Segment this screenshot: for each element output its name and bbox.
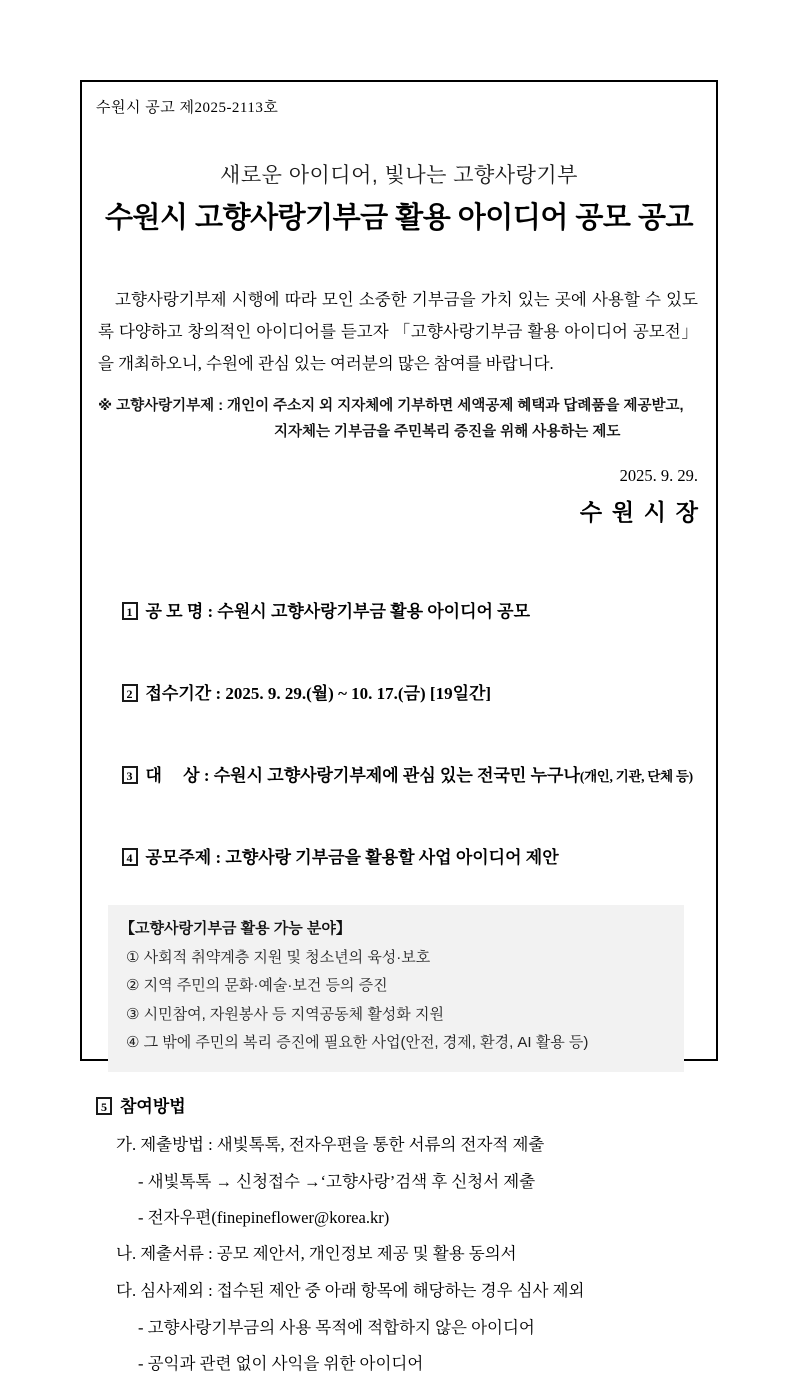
- mayor-signature: 수 원 시 장: [579, 500, 700, 526]
- field-item-welfare: ① 사회적 취약계층 지원 및 청소년의 육성·보호: [126, 948, 431, 966]
- entry-required-documents: 나. 제출서류 : 공모 제안서, 개인정보 제공 및 활용 동의서: [116, 1243, 517, 1263]
- boxed-number-2-icon: 2: [122, 684, 138, 702]
- item-application-period: [96, 659, 704, 724]
- intro-paragraph: 고향사랑기부제 시행에 따라 모인 소중한 기부금을 가치 있는 곳에 사용할 수 있도록 다양하고 창의적인 아이디어를 듣고자 「고향사랑기부금 활용 아이디어 공모전」을 개최하오니, 수원에 관심 있는 여러분의 많은 참여를 바랍니다.: [98, 290, 698, 374]
- boxed-number-1-icon: 1: [122, 602, 138, 620]
- field-item-other: ④ 그 밖에 주민의 복리 증진에 필요한 사업(안전, 경제, 환경, AI 활용 등): [126, 1034, 589, 1052]
- intro-note: [98, 393, 704, 447]
- entry-submission-method: 가. 제출방법 : 새빛톡톡, 전자우편을 통한 서류의 전자적 제출: [116, 1134, 545, 1154]
- item-contest-name: [96, 577, 704, 642]
- announcement-subtitle: 새로운 아이디어, 빛나는 고향사랑기부: [220, 164, 578, 187]
- field-item-community: ③ 시민참여, 자원봉사 등 지역공동체 활성화 지원: [126, 1005, 444, 1023]
- boxed-number-3-icon: 3: [122, 766, 138, 784]
- fields-box-heading: 【고향사랑기부금 활용 가능 분야】: [120, 920, 351, 938]
- item-eligibility-text: 대 상 : 수원시 고향사랑기부제에 관심 있는 전국민 누구나: [145, 766, 580, 786]
- doc-number: 수원시 공고 제2025-2113호: [96, 100, 279, 116]
- participation-entries: [94, 1131, 704, 1374]
- announcement-date: 2025. 9. 29.: [619, 466, 698, 486]
- item-contest-name-text: 공 모 명 : 수원시 고향사랑기부금 활용 아이디어 공모: [145, 602, 531, 622]
- boxed-number-5-icon: 5: [96, 1097, 112, 1115]
- item-contest-theme-text: 공모주제 : 고향사랑 기부금을 활용할 사업 아이디어 제안: [145, 848, 559, 868]
- item-list: [94, 577, 704, 888]
- announcement-page-frame: [80, 80, 718, 1373]
- entry-screening-exclusion: 다. 심사제외 : 접수된 제안 중 아래 항목에 해당하는 경우 심사 제외: [116, 1280, 585, 1300]
- fields-box: [108, 905, 684, 1072]
- intro-note-line2: 지자체는 기부금을 주민복리 증진을 위해 사용하는 제도: [274, 424, 621, 441]
- item-eligibility-suffix: (개인, 기관, 단체 등): [579, 769, 693, 785]
- entry-exclusion-unfit-purpose: - 고향사랑기부금의 사용 목적에 적합하지 않은 아이디어: [138, 1317, 535, 1337]
- item-eligibility: [96, 741, 704, 806]
- boxed-number-4-icon: 4: [122, 848, 138, 866]
- item-contest-theme: [96, 823, 704, 888]
- intro-note-line1: ※ 고향사랑기부제 : 개인이 주소지 외 지자체에 기부하면 세액공제 혜택과 답례품을 제공받고,: [98, 397, 684, 414]
- item-application-period-text: 접수기간 : 2025. 9. 29.(월) ~ 10. 17.(금) [19일간]: [145, 684, 492, 704]
- entry-exclusion-private-gain: - 공익과 관련 없이 사익을 위한 아이디어: [138, 1353, 424, 1373]
- participation-heading-text: 참여방법: [120, 1096, 186, 1116]
- participation-section-heading: [96, 1092, 704, 1117]
- entry-email-address: - 전자우편(finepineflower@korea.kr): [138, 1207, 390, 1227]
- entry-saebit-toktok-path: - 새빛톡톡 → 신청접수 →‘고향사랑’검색 후 신청서 제출: [138, 1171, 536, 1191]
- field-item-culture: ② 지역 주민의 문화·예술·보건 등의 증진: [126, 977, 388, 995]
- announcement-title: 수원시 고향사랑기부금 활용 아이디어 공모 공고: [104, 202, 694, 234]
